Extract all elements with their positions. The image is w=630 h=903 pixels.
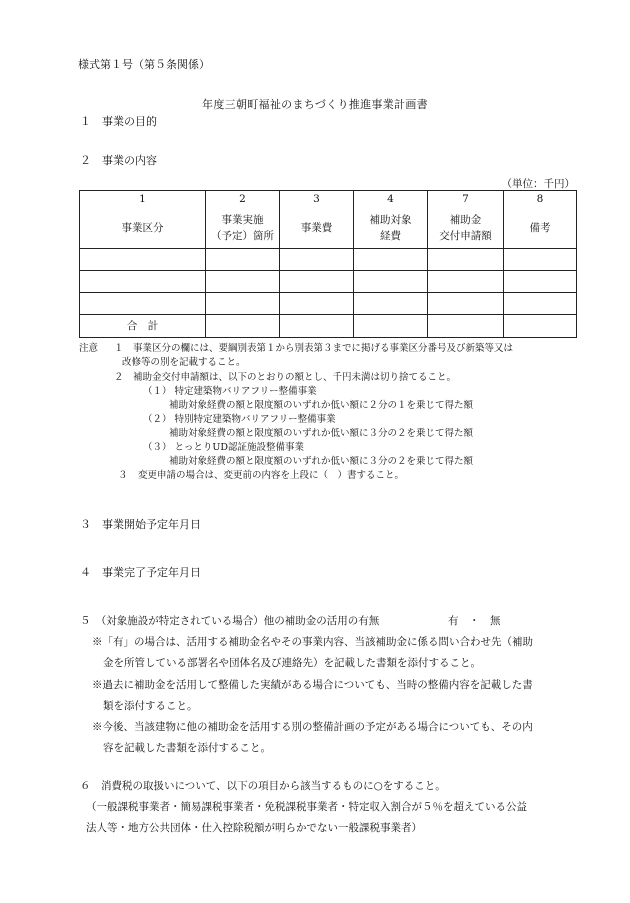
total-label: 合 計 xyxy=(80,315,206,338)
section-1-purpose: １ 事業の目的 xyxy=(80,115,157,128)
note-2-sub3-body: 補助対象経費の額と限度額のいずれか低い額に３分の２を乗じて得た額 xyxy=(169,456,474,467)
table-cell[interactable] xyxy=(80,293,206,315)
table-row xyxy=(80,293,577,315)
table-cell[interactable] xyxy=(354,249,428,271)
table-cell[interactable] xyxy=(280,315,354,338)
table-cell[interactable] xyxy=(80,249,206,271)
col-header-business-category: 事業区分 xyxy=(80,208,206,249)
col-header-remarks: 備考 xyxy=(504,208,577,249)
col-number-3: 3 xyxy=(280,191,354,209)
note-1-text-cont: 改修等の別を記載すること。 xyxy=(122,357,246,368)
form-number: 様式第１号（第５条関係） xyxy=(78,58,210,71)
plan-table xyxy=(79,190,577,338)
note-2-sub3-title: （３） とっとりUD認証施設整備事業 xyxy=(143,442,304,453)
section-5-note-2-cont: 類を添付すること。 xyxy=(103,700,198,712)
table-cell[interactable] xyxy=(354,271,428,293)
table-cell[interactable] xyxy=(206,271,280,293)
table-cell[interactable] xyxy=(428,315,504,338)
section-5-heading: ５ （対象施設が特定されている場合）他の補助金の活用の有無 xyxy=(80,615,380,627)
unit-label: （単位：千円） xyxy=(501,178,575,190)
table-cell[interactable] xyxy=(428,249,504,271)
note-3-number: ３ xyxy=(118,470,128,481)
section-5-note-3-cont: 容を記載した書類を添付すること。 xyxy=(103,742,271,754)
note-1-text: 事業区分の欄には、要綱別表第１から別表第３までに掲げる事業区分番号及び新築等又は xyxy=(133,343,514,354)
note-2-sub2-title: （２） 特別特定建築物バリアフリー整備事業 xyxy=(143,414,336,425)
section-5-note-3: ※今後、当該建物に他の補助金を活用する別の整備計画の予定がある場合についても、その内 xyxy=(92,721,533,733)
table-cell[interactable] xyxy=(206,315,280,338)
table-cell[interactable] xyxy=(504,249,577,271)
table-cell[interactable] xyxy=(428,293,504,315)
table-cell[interactable] xyxy=(354,293,428,315)
table-total-row xyxy=(80,315,577,338)
table-row xyxy=(80,271,577,293)
note-2-sub1-body: 補助対象経費の額と限度額のいずれか低い額に２分の１を乗じて得た額 xyxy=(169,400,474,411)
col-header-project-cost: 事業費 xyxy=(280,208,354,249)
col-number-4: 4 xyxy=(354,191,428,209)
note-2-text: 補助金交付申請額は、以下のとおりの額とし、千円未満は切り捨てること。 xyxy=(133,372,457,383)
col-number-7: 7 xyxy=(428,191,504,209)
table-cell[interactable] xyxy=(504,271,577,293)
section-2-content: ２ 事業の内容 xyxy=(80,154,157,167)
col-number-8: 8 xyxy=(504,191,577,209)
note-1-number: １ xyxy=(114,343,124,354)
note-2-sub1-title: （１） 特定建築物バリアフリー整備事業 xyxy=(143,386,317,397)
section-6-heading: ６ 消費税の取扱いについて、以下の項目から該当するものに○をすること。 xyxy=(80,780,446,792)
table-cell[interactable] xyxy=(280,271,354,293)
table-cell[interactable] xyxy=(280,249,354,271)
col-header-eligible-cost: 補助対象 経費 xyxy=(354,208,428,249)
table-row xyxy=(80,249,577,271)
table-cell[interactable] xyxy=(280,293,354,315)
section-5-note-1-cont: 金を所管している部署名や団体名及び連絡先）を記載した書類を添付すること。 xyxy=(103,657,481,669)
note-3-text: 変更申請の場合は、変更前の内容を上段に（ ）書すること。 xyxy=(138,470,405,481)
section-4-end-date: ４ 事業完了予定年月日 xyxy=(80,566,201,579)
note-2-number: ２ xyxy=(114,372,124,383)
tax-status-options[interactable]: （一般課税事業者・簡易課税事業者・免税課税事業者・特定収入割合が５％を超えている公益 xyxy=(86,801,527,813)
col-number-2: 2 xyxy=(206,191,280,209)
col-number-1: 1 xyxy=(80,191,206,209)
table-cell[interactable] xyxy=(206,249,280,271)
tax-status-options-cont[interactable]: 法人等・地方公共団体・仕入控除税額が明らかでない一般課税事業者） xyxy=(86,822,422,834)
note-2-sub2-body: 補助対象経費の額と限度額のいずれか低い額に３分の２を乗じて得た額 xyxy=(169,428,474,439)
notes-label: 注意 xyxy=(79,343,99,354)
table-cell[interactable] xyxy=(428,271,504,293)
page-title: 年度三朝町福祉のまちづくり推進事業計画書 xyxy=(202,98,428,111)
table-cell[interactable] xyxy=(504,293,577,315)
col-header-implementation-location: 事業実施 （予定）箇所 xyxy=(206,208,280,249)
table-cell[interactable] xyxy=(80,271,206,293)
table-cell[interactable] xyxy=(354,315,428,338)
section-5-note-2: ※過去に補助金を活用して整備した実績がある場合についても、当時の整備内容を記載した書 xyxy=(92,679,533,691)
table-cell[interactable] xyxy=(206,293,280,315)
subsidy-usage-options[interactable]: 有 ・ 無 xyxy=(448,615,501,627)
table-cell[interactable] xyxy=(504,315,577,338)
section-5-note-1: ※「有」の場合は、活用する補助金名やその事業内容、当該補助金に係る問い合わせ先（補助 xyxy=(92,636,533,648)
col-header-subsidy-request: 補助金 交付申請額 xyxy=(428,208,504,249)
section-3-start-date: ３ 事業開始予定年月日 xyxy=(80,518,201,531)
